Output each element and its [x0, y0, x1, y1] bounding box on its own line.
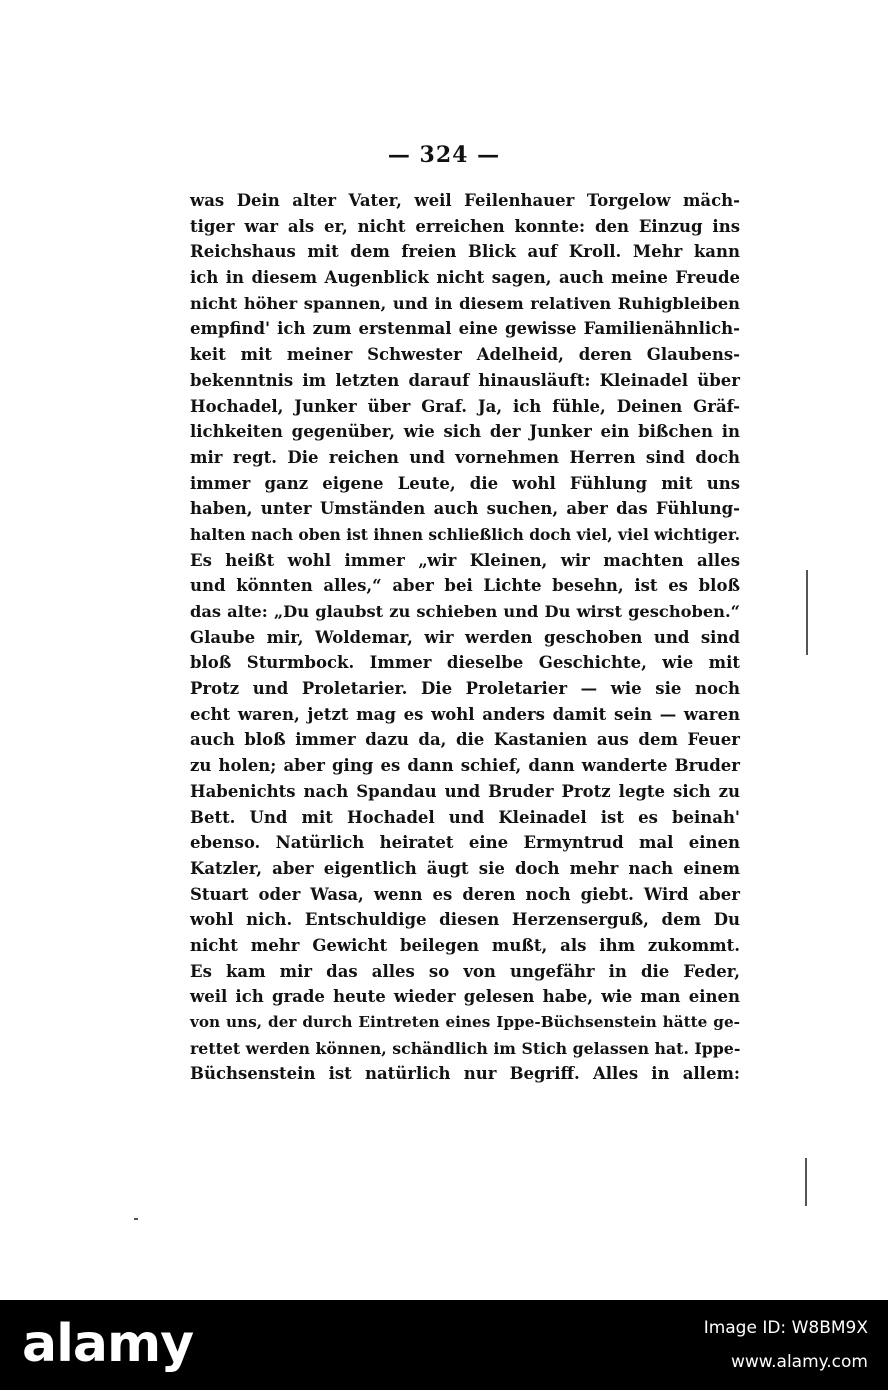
text-line: immer ganz eigene Leute, die wohl Fühlung mit uns: [190, 473, 740, 493]
text-line: Bett. Und mit Hochadel und Kleinadel ist es beinah': [190, 807, 740, 827]
text-line: Es kam mir das alles so von ungefähr in die Feder,: [190, 961, 740, 981]
text-line: ebenso. Natürlich heiratet eine Ermyntrud mal einen: [190, 833, 740, 853]
text-line: echt waren, jetzt mag es wohl anders damit sein — waren: [190, 704, 740, 724]
watermark-footer: [0, 1300, 888, 1390]
text-line: auch bloß immer dazu da, die Kastanien aus dem Feuer: [190, 730, 740, 750]
text-line: Reichshaus mit dem freien Blick auf Kroll. Mehr kann: [190, 242, 740, 262]
text-line: haben, unter Umständen auch suchen, aber das Fühlung-: [190, 499, 740, 519]
text-line: was Dein alter Vater, weil Feilenhauer Torgelow mäch-: [190, 191, 740, 210]
text-line: zu holen; aber ging es dann schief, dann wanderte Bruder: [190, 756, 740, 776]
text-line: lichkeiten gegenüber, wie sich der Junker ein bißchen in: [190, 422, 740, 442]
text-line: empfind' ich zum erstenmal eine gewisse Familienähnlich-: [190, 319, 740, 339]
image-id-label: Image ID: W8BM9X: [703, 1318, 868, 1338]
text-line: Hochadel, Junker über Graf. Ja, ich fühle, Deinen Gräf-: [190, 396, 740, 416]
text-line: das alte: „Du glaubst zu schieben und Du wirst geschoben.“: [190, 602, 740, 621]
text-line: Protz und Proletarier. Die Proletarier — wie sie noch: [190, 679, 740, 699]
text-line: keit mit meiner Schwester Adelheid, deren Glaubens-: [190, 345, 740, 365]
text-line: weil ich grade heute wieder gelesen habe, wie man einen: [190, 987, 740, 1007]
text-line: nicht mehr Gewicht beilegen mußt, als ihm zukommt.: [190, 935, 740, 955]
alamy-logo: alamy: [22, 1314, 194, 1374]
text-line: nicht höher spannen, und in diesem relativen Ruhigbleiben: [190, 293, 740, 313]
text-line: Habenichts nach Spandau und Bruder Protz legte sich zu: [190, 781, 740, 801]
site-url: www.alamy.com: [730, 1352, 868, 1372]
text-line: Glaube mir, Woldemar, wir werden geschoben und sind: [190, 627, 740, 647]
text-line: und könnten alles,“ aber bei Lichte besehn, ist es bloß: [190, 576, 740, 596]
text-line: ich in diesem Augenblick nicht sagen, auch meine Freude: [190, 268, 740, 288]
text-line: Stuart oder Wasa, wenn es deren noch giebt. Wird aber: [190, 884, 740, 904]
scan-artifact-line: [806, 570, 808, 655]
text-line: Katzler, aber eigentlich äugt sie doch mehr nach einem: [190, 858, 740, 878]
text-line: Es heißt wohl immer „wir Kleinen, wir machten alles: [190, 550, 740, 570]
text-line: Büchsenstein ist natürlich nur Begriff. Alles in allem:: [190, 1064, 740, 1084]
text-line: von uns, der durch Eintreten eines Ippe-Büchsenstein hätte ge-: [190, 1013, 740, 1031]
text-line: bekenntnis im letzten darauf hinausläuft: Kleinadel über: [190, 370, 740, 390]
body-text: [190, 188, 740, 1087]
text-line: wohl nich. Entschuldige diesen Herzenserguß, dem Du: [190, 910, 740, 930]
text-line: halten nach oben ist ihnen schließlich doch viel, viel wichtiger.: [190, 524, 740, 544]
text-line: mir regt. Die reichen und vornehmen Herren sind doch: [190, 447, 740, 467]
scan-artifact-dot: [134, 1218, 138, 1220]
text-line: tiger war als er, nicht erreichen konnte: den Einzug ins: [190, 216, 740, 236]
text-line: rettet werden können, schändlich im Stich gelassen hat. Ippe-: [190, 1038, 741, 1058]
page-number: — 324 —: [387, 142, 501, 168]
scan-artifact-line: [805, 1158, 807, 1206]
text-line: bloß Sturmbock. Immer dieselbe Geschichte, wie mit: [190, 653, 740, 673]
